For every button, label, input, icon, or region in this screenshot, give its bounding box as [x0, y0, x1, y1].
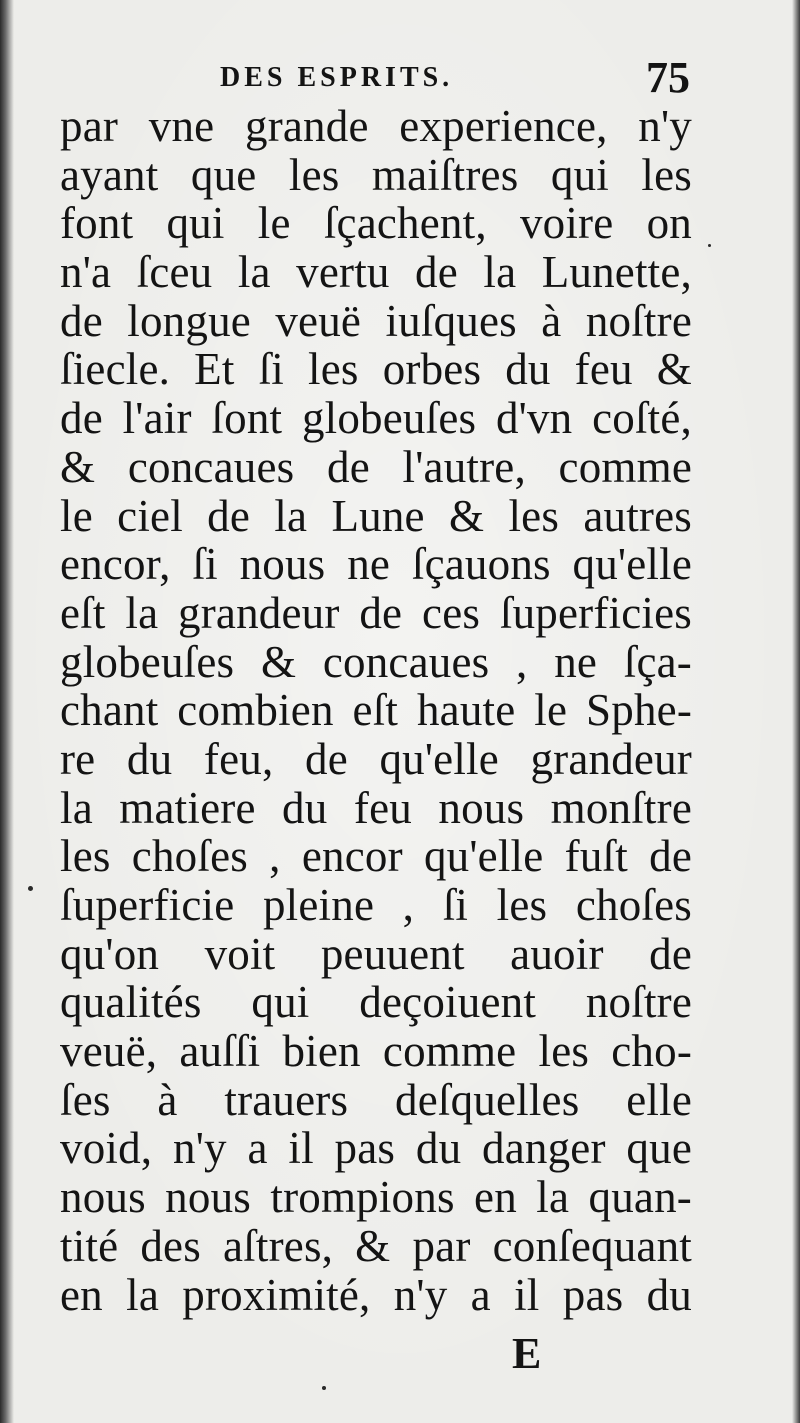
text-line: re du feu, de qu'elle grandeur [60, 733, 692, 784]
text-line: ſes à trauers deſquelles elle [60, 1074, 692, 1125]
text-line: ſuperficie pleine , ſi les choſes [60, 880, 692, 930]
text-line: en la proximité, n'y a il pas du [60, 1269, 692, 1320]
text-line: de longue veuë iuſques à noſtre [60, 295, 692, 346]
text-line: void, n'y a il pas du danger que [60, 1123, 692, 1174]
text-line: font qui le ſçachent, voire on [60, 198, 692, 249]
catchword: E [512, 1329, 542, 1378]
text-line: les choſes , encor qu'elle fuſt de [60, 831, 692, 882]
ink-speck [28, 886, 33, 891]
binding-shadow [0, 0, 14, 1423]
text-line: n'a ſceu la vertu de la Lunette, [60, 247, 692, 298]
text-line: par vne grande experience, n'y [60, 101, 692, 151]
page-header [220, 52, 690, 108]
body-text [60, 102, 692, 1319]
text-line: nous nous trompions en la quan- [60, 1172, 692, 1223]
text-line: la matiere du feu nous monſtre [60, 782, 692, 833]
text-line: qu'on voit peuuent auoir de [60, 928, 692, 979]
text-line: encor, ſi nous ne ſçauons qu'elle [60, 539, 692, 590]
page-edge-shadow [792, 0, 800, 1423]
ink-speck [708, 244, 711, 247]
running-head: DES ESPRITS. [220, 62, 454, 93]
text-line: tité des aſtres, & par conſequant [60, 1220, 692, 1271]
text-line: chant combien eſt haute le Sphe- [60, 685, 692, 736]
text-line: & concaues de l'autre, comme [60, 441, 692, 492]
page-number: 75 [646, 53, 690, 102]
text-line: de l'air ſont globeuſes d'vn coſté, [60, 393, 692, 444]
text-line: le ciel de la Lune & les autres [60, 490, 692, 541]
text-line: globeuſes & concaues , ne ſça- [60, 636, 692, 687]
text-line: eſt la grandeur de ces ſuperficies [60, 587, 692, 638]
text-line: ayant que les maiſtres qui les [60, 149, 692, 200]
text-line: qualités qui deçoiuent noſtre [60, 977, 692, 1028]
text-line: veuë, auſſi bien comme les cho- [60, 1026, 692, 1077]
text-line: ſiecle. Et ſi les orbes du feu & [60, 344, 692, 395]
ink-speck [322, 1386, 326, 1390]
